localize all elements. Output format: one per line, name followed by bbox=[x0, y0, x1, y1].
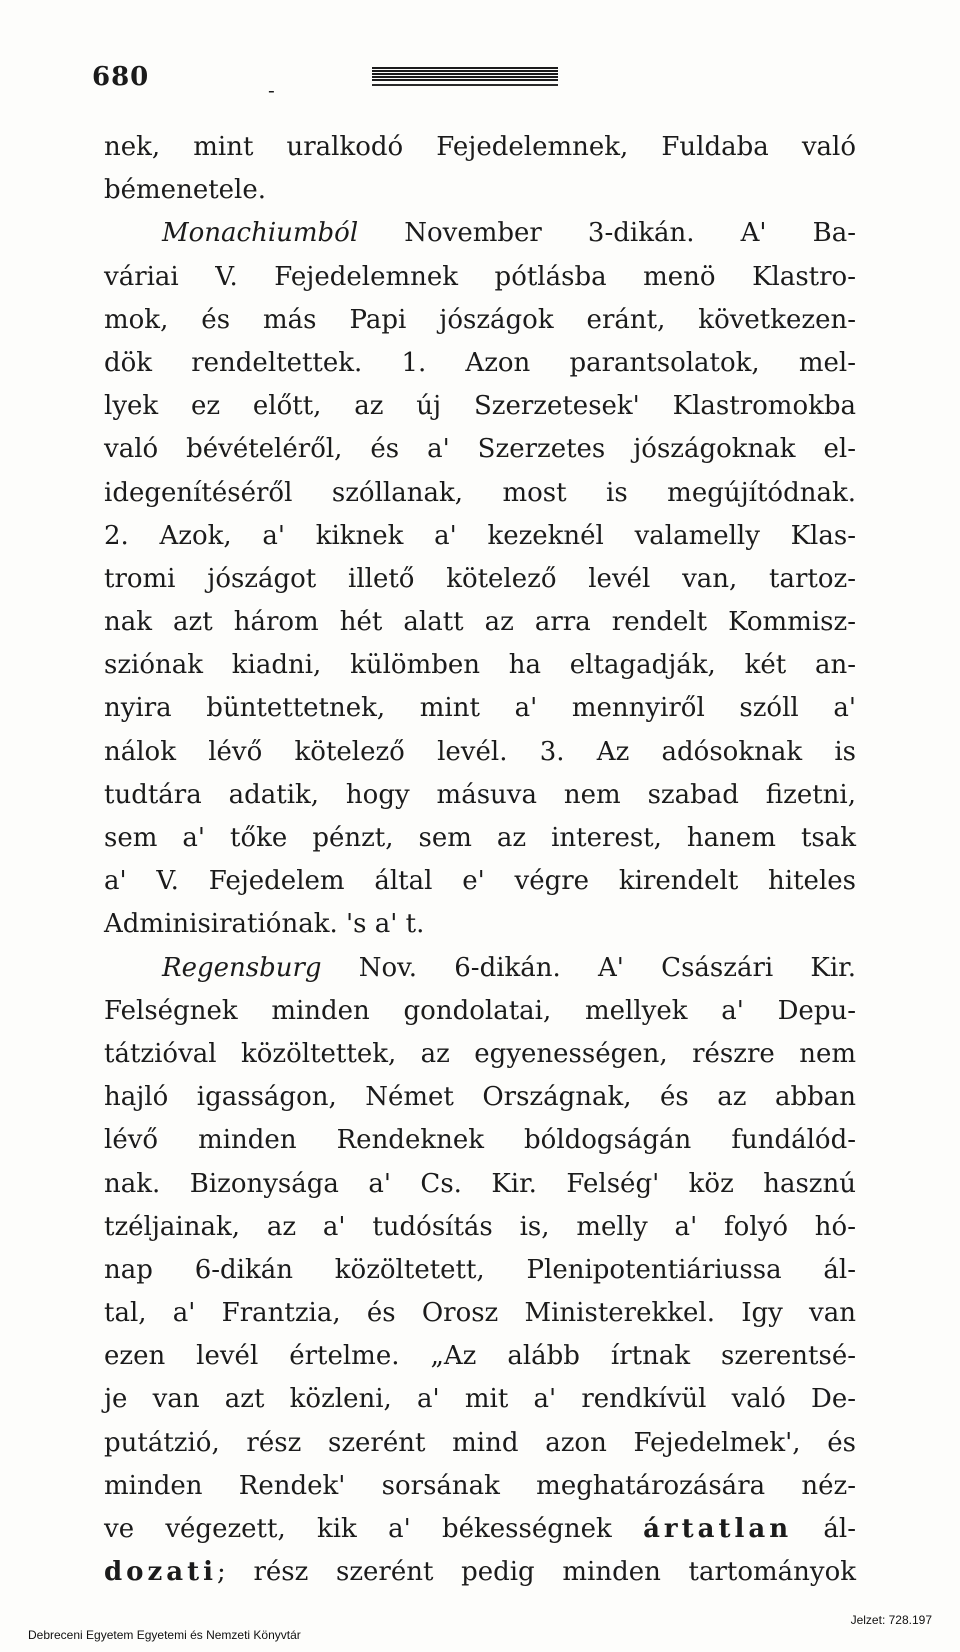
text-line: tzéljainak, az a' tudósítás is, melly a' folyó hó- bbox=[104, 1211, 856, 1242]
text-line: nek, mint uralkodó Fejedelemnek, Fuldaba való bbox=[104, 132, 856, 162]
header-ornament-rule bbox=[372, 66, 558, 81]
text-line: minden Rendek' sorsának meghatározására néz- bbox=[104, 1470, 856, 1501]
text-line: a' V. Fejedelem által e' végre kirendelt hiteles bbox=[104, 866, 856, 897]
shelfmark: Jelzet: 728.197 bbox=[850, 1613, 932, 1627]
text-line: való bévételéről, és a' Szerzetes jószágoknak el- bbox=[104, 434, 856, 465]
body-text bbox=[104, 126, 856, 1594]
text-line: Adminisiratiónak. 's a' t. bbox=[104, 909, 425, 940]
text-line: lévő minden Rendeknek bóldogságán fundálód- bbox=[104, 1125, 856, 1156]
text-line: mok, és más Papi jószágok eránt, következen- bbox=[104, 304, 856, 335]
text-line: tal, a' Frantzia, és Orosz Ministerekkel. Igy van bbox=[104, 1298, 856, 1329]
text-line: nak. Bizonysága a' Cs. Kir. Felség' köz hasznú bbox=[104, 1168, 856, 1199]
text-line: tudtára adatik, hogy másuva nem szabad fizetni, bbox=[104, 779, 856, 810]
text-line: Felségnek minden gondolatai, mellyek a' Depu- bbox=[104, 995, 856, 1026]
text-line: je van azt közleni, a' mit a' rendkívül való De- bbox=[104, 1384, 856, 1415]
text-line: idegenítéséről szóllanak, most is megújítódnak. bbox=[104, 477, 856, 508]
page-number: 680 bbox=[92, 62, 150, 92]
text-line: nak azt három hét alatt az arra rendelt Kommisz- bbox=[104, 607, 856, 638]
spaced-word-artatlan: ártatlan bbox=[643, 1514, 793, 1544]
text-line: dök rendeltettek. 1. Azon parantsolatok, mel- bbox=[104, 347, 856, 378]
text-line: lyek ez előtt, az új Szerzetesek' Klastromokba bbox=[104, 391, 856, 422]
text-line: hajló igasságon, Német Országnak, és az abban bbox=[104, 1082, 856, 1113]
text-line-monachium: Monachiumból November 3-dikán. A' Ba- bbox=[162, 218, 856, 249]
text-line: sziónak kiadni, külömben ha eltagadják, két an- bbox=[104, 650, 856, 681]
place-name-regensburg: Regensburg bbox=[162, 952, 322, 983]
text-line: nálok lévő kötelező levél. 3. Az adósoknak is bbox=[104, 736, 856, 767]
text-line: 2. Azok, a' kiknek a' kezeknél valamelly Klas- bbox=[104, 520, 856, 551]
text-line: nyira büntettetnek, mint a' mennyiről szóll a' bbox=[104, 693, 856, 724]
spaced-word-dozati: dozati bbox=[104, 1557, 218, 1588]
header-rule-line bbox=[372, 84, 558, 86]
text-line-spaced-1: ve végezett, kik a' békességnek ártatlan ál- bbox=[104, 1514, 857, 1544]
text-line-spaced-2: dozati; rész szerént pedig minden tartományok bbox=[104, 1557, 856, 1588]
text-line: bémenetele. bbox=[104, 175, 267, 206]
header-dash: - bbox=[268, 78, 275, 102]
library-credit: Debreceni Egyetem Egyetemi és Nemzeti Könyvtár bbox=[28, 1628, 301, 1642]
text-line: nap 6-dikán közöltetett, Plenipotentiáriussa ál- bbox=[104, 1254, 856, 1285]
text-line-regensburg: Regensburg Nov. 6-dikán. A' Császári Kir. bbox=[162, 952, 856, 983]
text-line: tromi jószágot illető kötelező levél van, tartoz- bbox=[104, 563, 856, 594]
text-line: váriai V. Fejedelemnek pótlásba menö Klastro- bbox=[104, 261, 856, 292]
place-name-monachium: Monachiumból bbox=[162, 218, 359, 249]
text-line: tátzióval közöltettek, az egyenességen, részre nem bbox=[104, 1038, 856, 1069]
text-line: putátzió, rész szerént mind azon Fejedelmek', és bbox=[104, 1427, 856, 1458]
text-line: sem a' tőke pénzt, sem az interest, hanem tsak bbox=[104, 823, 856, 853]
text-line: ezen levél értelme. „Az alább írtnak szerentsé- bbox=[104, 1341, 856, 1372]
